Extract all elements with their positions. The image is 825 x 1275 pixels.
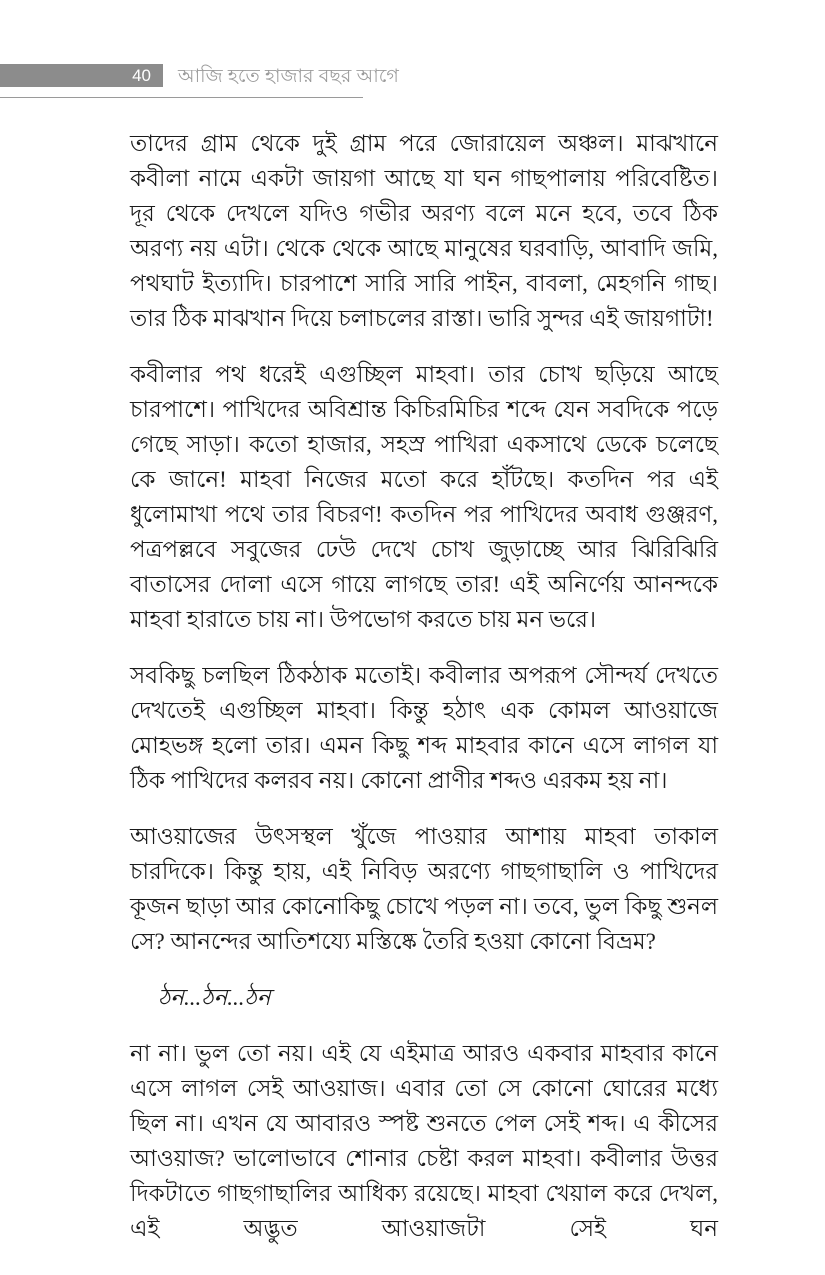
paragraph: না না। ভুল তো নয়। এই যে এইমাত্র আরও একবার মাহবার কানে এসে লাগল সেই আওয়াজ। এবার তো সে কোনো ঘোরের মধ্যে ছিল না। এখন যে আবারও স্পষ্ট শুনতে পেল সেই শব্দ। এ কীসের আওয়াজ? ভালোভাবে শোনার চেষ্টা করল মাহবা। কবীলার উত্তর দিকটাতে গাছগাছালির আধিক্য রয়েছে। মাহবা খেয়াল করে দেখল, এই অদ্ভুত আওয়াজটা সেই ঘন	[130, 1041, 718, 1241]
paragraph-sound-effect: ঠন...ঠন...ঠন	[158, 985, 271, 1010]
page-number-bar	[0, 64, 163, 87]
page-number: 40	[132, 66, 151, 85]
paragraph: আওয়াজের উৎসস্থল খুঁজে পাওয়ার আশায় মাহবা তাকাল চারদিকে। কিন্তু হায়, এই নিবিড় অরণ্যে গাছগাছালি ও পাখিদের কূজন ছাড়া আর কোনোকিছু চোখে পড়ল না। তবে, ভুল কিছু শুনল সে? আনন্দের আতিশয্যে মস্তিষ্কে তৈরি হওয়া কোনো বিভ্রম?	[130, 824, 718, 954]
paragraph: সবকিছু চলছিল ঠিকঠাক মতোই। কবীলার অপরূপ সৌন্দর্য দেখতে দেখতেই এগুচ্ছিল মাহবা। কিন্তু হঠাৎ এক কোমল আওয়াজে মোহভঙ্গ হলো তার। এমন কিছু শব্দ মাহবার কানে এসে লাগল যা ঠিক পাখিদের কলরব নয়। কোনো প্রাণীর শব্দও এরকম হয় না।	[130, 663, 718, 793]
book-title: আজি হতে হাজার বছর আগে	[178, 66, 399, 87]
page-header	[0, 64, 825, 87]
paragraph: কবীলার পথ ধরেই এগুচ্ছিল মাহবা। তার চোখ ছড়িয়ে আছে চারপাশে। পাখিদের অবিশ্রান্ত কিচিরমিচির শব্দে যেন সবদিকে পড়ে গেছে সাড়া। কতো হাজার, সহস্র পাখিরা একসাথে ডেকে চলেছে কে জানে! মাহবা নিজের মতো করে হাঁটছে। কতদিন পর এই ধুলোমাখা পথে তার বিচরণ! কতদিন পর পাখিদের অবাধ গুঞ্জরণ, পত্রপল্লবে সবুজের ঢেউ দেখে চোখ জুড়াচ্ছে আর ঝিরিঝিরি বাতাসের দোলা এসে গায়ে লাগছে তার! এই অনির্ণেয় আনন্দকে মাহবা হারাতে চায় না। উপভোগ করতে চায় মন ভরে।	[130, 362, 718, 632]
page-text-block	[130, 126, 718, 1267]
header-rule	[0, 97, 363, 98]
paragraph: তাদের গ্রাম থেকে দুই গ্রাম পরে জোরায়েল অঞ্চল। মাঝখানে কবীলা নামে একটা জায়গা আছে যা ঘন গাছপালায় পরিবেষ্টিত। দূর থেকে দেখলে যদিও গভীর অরণ্য বলে মনে হবে, তবে ঠিক অরণ্য নয় এটা। থেকে থেকে আছে মানুষের ঘরবাড়ি, আবাদি জমি, পথঘাট ইত্যাদি। চারপাশে সারি সারি পাইন, বাবলা, মেহগনি গাছ। তার ঠিক মাঝখান দিয়ে চলাচলের রাস্তা। ভারি সুন্দর এই জায়গাটা!	[130, 131, 718, 331]
